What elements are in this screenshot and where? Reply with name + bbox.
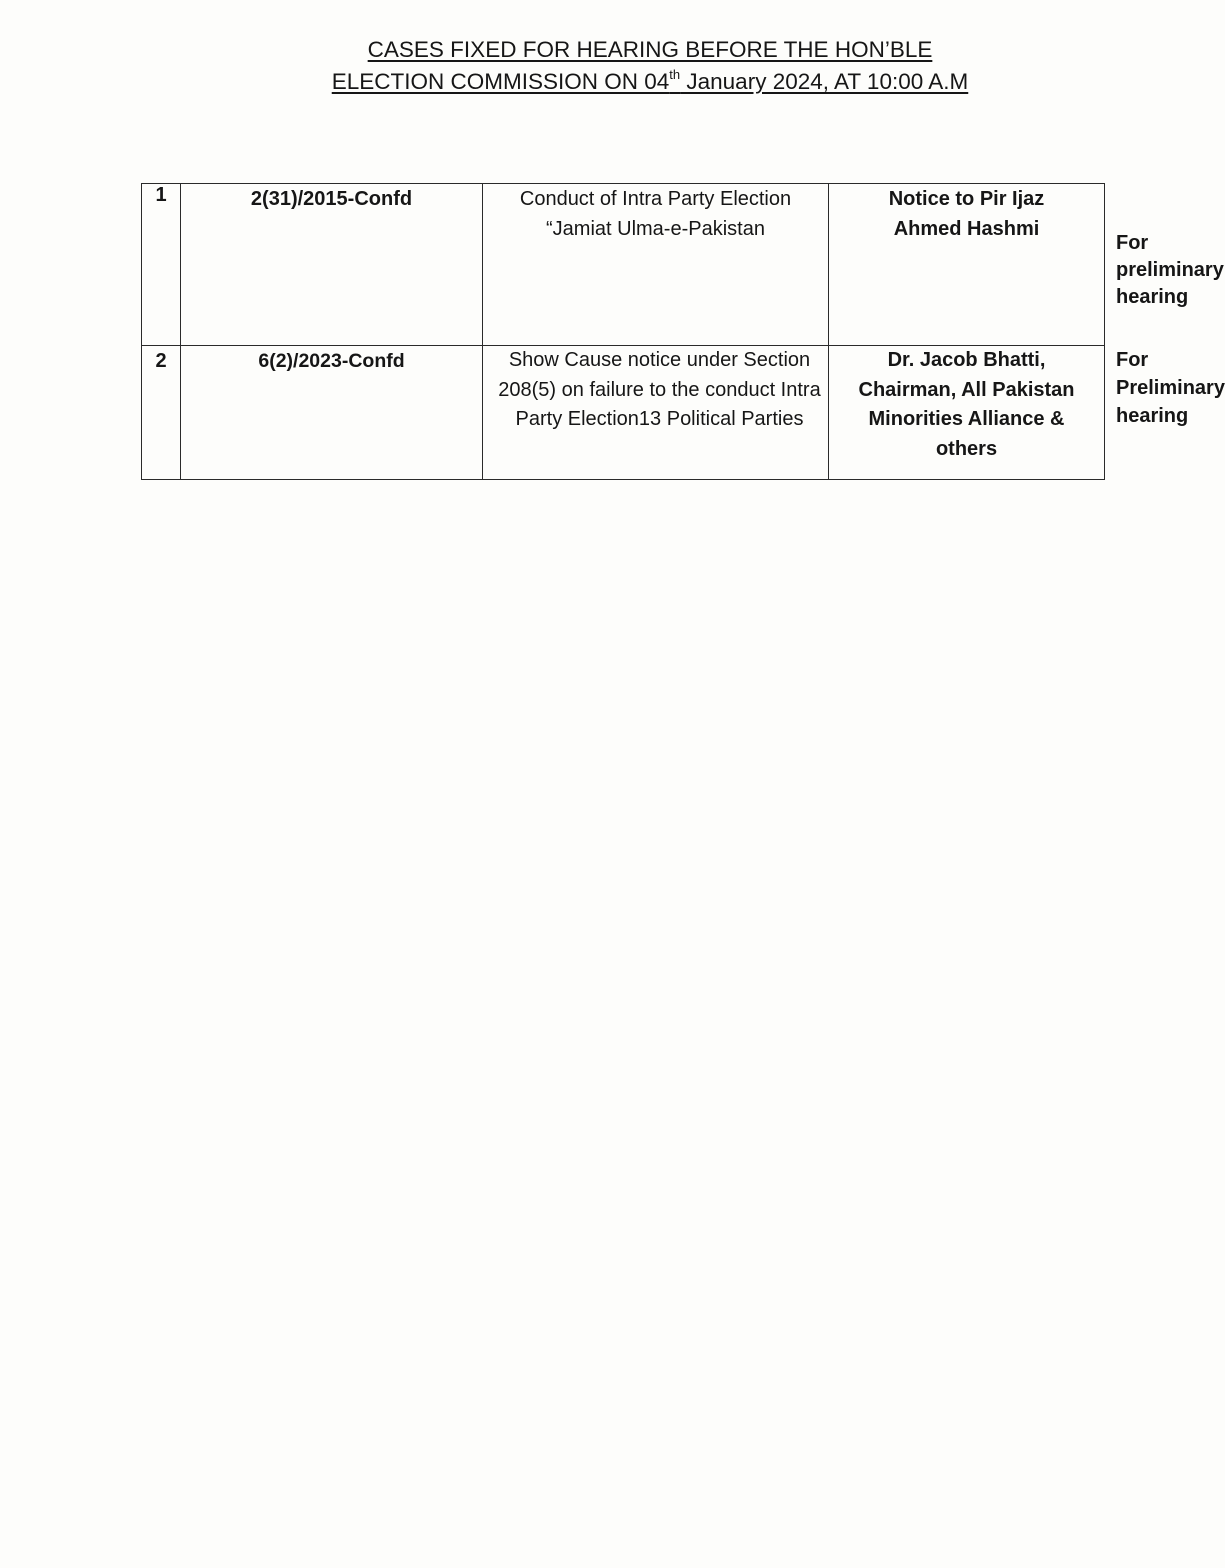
heading-date-prefix: ELECTION COMMISSION ON 04: [331, 69, 670, 94]
heading-line-2: [332, 66, 969, 98]
cases-table: [141, 183, 1225, 480]
heading-date-rest: January 2024, AT 10:00 A.M: [680, 69, 969, 94]
case-parties: Dr. Jacob Bhatti, Chairman, All Pakistan Minorities Alliance & others: [829, 346, 1105, 480]
serial-number: 1: [142, 184, 181, 346]
case-number: 6(2)/2023-Confd: [181, 346, 483, 480]
case-subject: Show Cause notice under Section 208(5) on failure to the conduct Intra Party Election13 Political Parties: [483, 346, 829, 480]
table-row: 1 2(31)/2015-Confd Conduct of Intra Party Election “Jamiat Ulma-e-Pakistan Notice to Pir Ijaz Ahmed Hashmi For preliminary hearing: [142, 184, 1105, 346]
heading-ordinal-suffix: th: [669, 66, 681, 82]
document-heading: [280, 34, 1020, 98]
case-subject: Conduct of Intra Party Election “Jamiat Ulma-e-Pakistan: [483, 184, 829, 346]
heading-line-1: CASES FIXED FOR HEARING BEFORE THE HON’BLE: [367, 37, 933, 62]
serial-number: 2: [142, 346, 181, 480]
table-row: 2 6(2)/2023-Confd Show Cause notice under Section 208(5) on failure to the conduct Intra Party Election13 Political Parties Dr. Jacob Bhatti, Chairman, All Pakistan Minorities Alliance & others For Preliminary hearing: [142, 346, 1105, 480]
case-number: 2(31)/2015-Confd: [181, 184, 483, 346]
case-parties: Notice to Pir Ijaz Ahmed Hashmi: [829, 184, 1105, 346]
